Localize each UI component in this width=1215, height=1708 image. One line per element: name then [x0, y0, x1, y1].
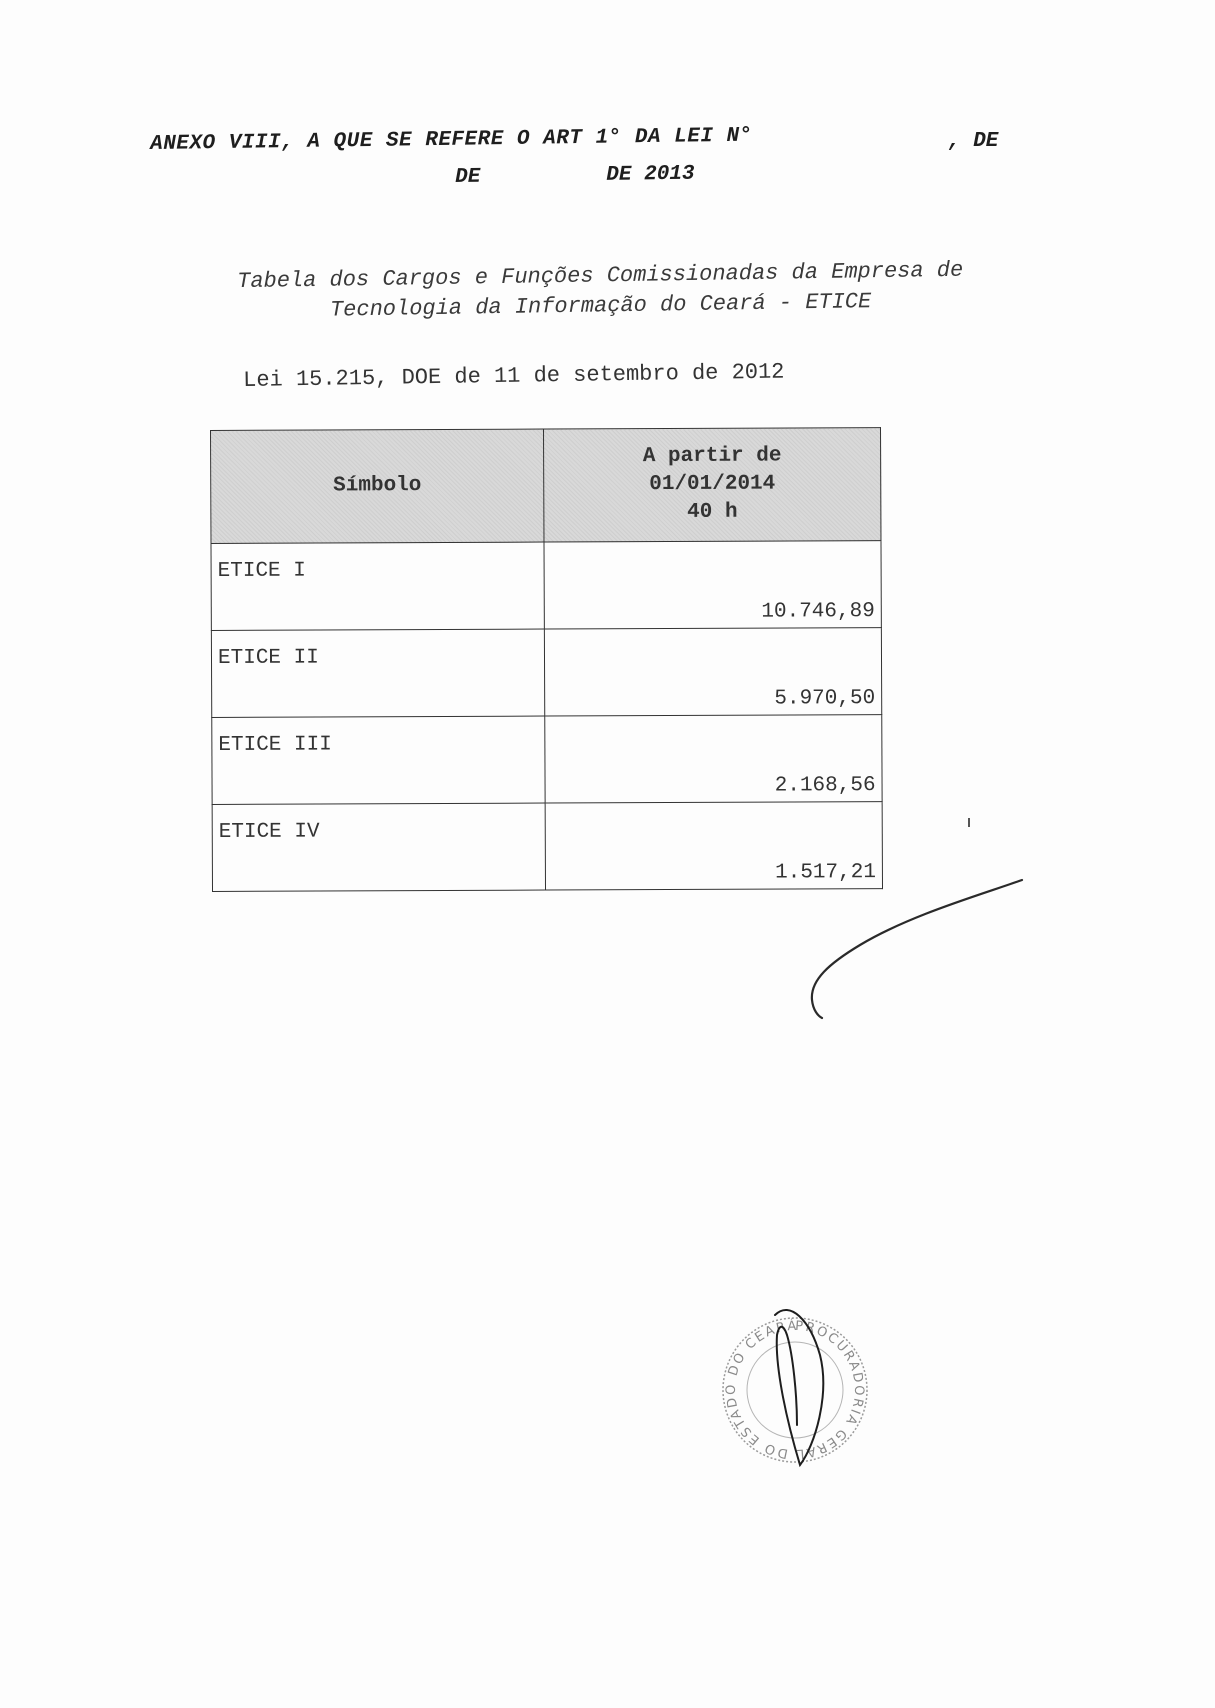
header-value-line-1: A partir de [642, 444, 782, 469]
positions-table [210, 427, 883, 892]
header-symbol: Símbolo [211, 429, 544, 543]
table-row [211, 541, 881, 631]
subtitle-line-1: Tabela dos Cargos e Funções Comissionadas da Empresa de [236, 257, 964, 295]
header-value-line-3: 40 h [687, 500, 738, 524]
table-row [211, 628, 881, 718]
row-symbol: ETICE II [211, 629, 544, 717]
header-value [543, 428, 880, 542]
ink-speck [968, 818, 970, 827]
stamp-text: PROCURADORIA GERAL DO ESTADO DO CEARÁ [723, 1318, 867, 1462]
row-value: 5.970,50 [544, 628, 881, 716]
row-value: 1.517,21 [545, 802, 882, 890]
signature-stroke [790, 860, 1030, 1020]
table-row [212, 715, 882, 805]
annex-title: ANEXO VIII, A QUE SE REFERE O ART 1° DA LEI N° [150, 124, 753, 156]
row-symbol: ETICE III [212, 716, 545, 804]
annex-title-year: DE DE 2013 [455, 162, 695, 189]
table-subtitle [180, 255, 1021, 328]
subtitle-line-2: Tecnologia da Informação do Ceará - ETICE [329, 289, 872, 323]
row-symbol: ETICE IV [212, 803, 545, 891]
row-value: 10.746,89 [544, 541, 881, 629]
table-header-row [211, 428, 881, 544]
header-value-line-2: 01/01/2014 [649, 472, 776, 497]
seal-stamp [705, 1295, 885, 1485]
table-row [212, 802, 882, 892]
row-value: 2.168,56 [545, 715, 882, 803]
annex-title-date-suffix: , DE [948, 130, 999, 153]
law-reference: Lei 15.215, DOE de 11 de setembro de 2012 [243, 359, 785, 393]
row-symbol: ETICE I [211, 542, 544, 630]
positions-table-wrapper [210, 427, 883, 892]
